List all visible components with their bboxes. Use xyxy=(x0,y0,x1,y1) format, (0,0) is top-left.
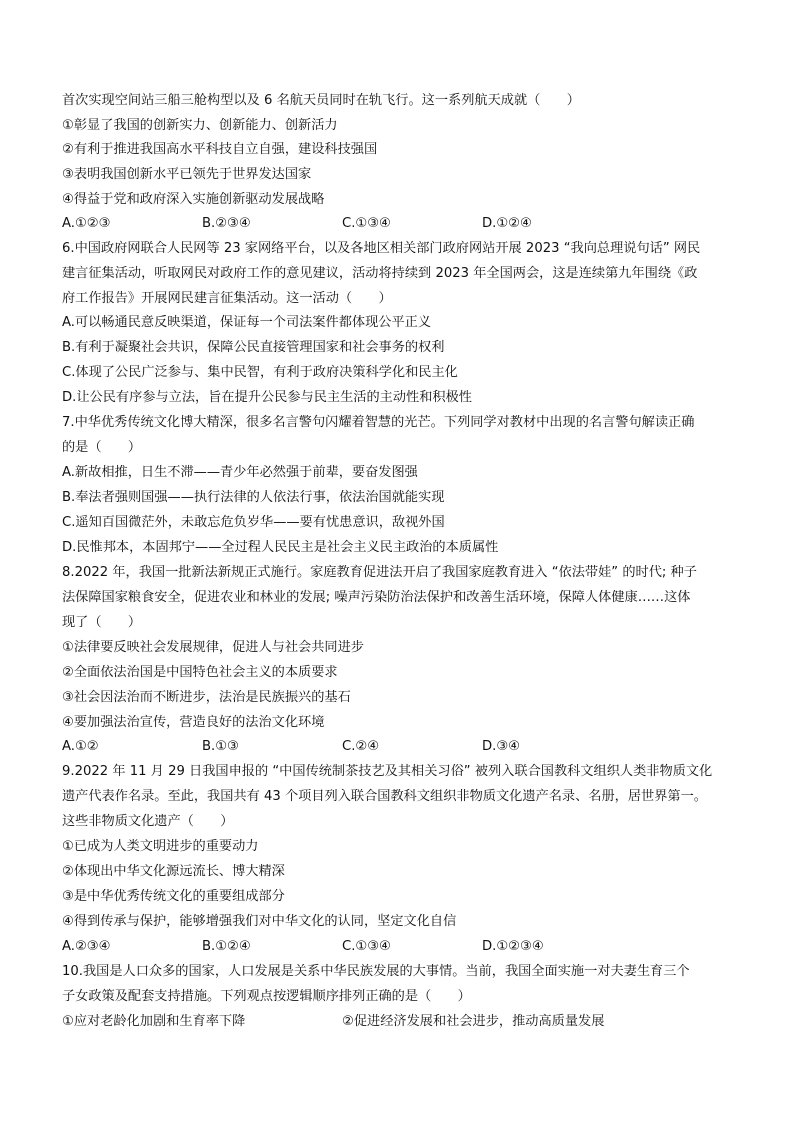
q5-statement-4: ④得益于党和政府深入实施创新驱动发展战略 xyxy=(62,192,325,207)
q8-stem-line-1: 8.2022 年，我国一批新法新规正式施行。家庭教育促进法开启了我国家庭教育进入 “依法带娃” 的时代; 种子 xyxy=(62,565,697,580)
q5-statement-3: ③表明我国创新水平已领先于世界发达国家 xyxy=(62,167,312,182)
q7-option-a: A.新故相推，日生不滞——青少年必然强于前辈，要奋发图强 xyxy=(62,465,418,480)
q6-option-c: C.体现了公民广泛参与、集中民智，有利于政府决策科学化和民主化 xyxy=(62,365,458,380)
q6-option-a: A.可以畅通民意反映渠道，保证每一个司法案件都体现公平正义 xyxy=(62,315,432,330)
q7-stem-line-2: 的是（ ） xyxy=(62,440,142,455)
q9-stem-line-2: 遗产代表作名录。至此，我国共有 43 个项目列入联合国教科文组织非物质文化遗产名录、名册，居世界第一。 xyxy=(62,789,707,804)
q5-option-b: B.②③④ xyxy=(202,216,251,231)
q8-stem-line-2: 法保障国家粮食安全，促进农业和林业的发展; 噪声污染防治法保护和改善生活环境，保障人体健康……这体 xyxy=(62,590,691,605)
q10-statement-1: ①应对老龄化加剧和生育率下降 xyxy=(62,1014,246,1029)
q8-statement-1: ①法律要反映社会发展规律，促进人与社会共同进步 xyxy=(62,640,364,655)
q6-option-d: D.让公民有序参与立法，旨在提升公民参与民主生活的主动性和积极性 xyxy=(62,390,472,405)
q8-option-a: A.①② xyxy=(62,739,99,754)
q7-option-d: D.民惟邦本，本固邦宁——全过程人民民主是社会主义民主政治的本质属性 xyxy=(62,540,499,555)
q5-statement-2: ②有利于推进我国高水平科技自立自强，建设科技强国 xyxy=(62,142,378,157)
q5-statement-1: ①彰显了我国的创新实力、创新能力、创新活力 xyxy=(62,118,338,133)
q10-statement-2: ②促进经济发展和社会进步，推动高质量发展 xyxy=(342,1014,605,1029)
q9-option-b: B.①②④ xyxy=(202,939,251,954)
q5-option-c: C.①③④ xyxy=(342,216,391,231)
q5-stem-tail: 首次实现空间站三船三舱构型以及 6 名航天员同时在轨飞行。这一系列航天成就（ ） xyxy=(62,93,580,108)
q10-stem-line-1: 10.我国是人口众多的国家，人口发展是关系中华民族发展的大事情。当前，我国全面实施一对夫妻生育三个 xyxy=(62,964,690,979)
q7-stem-line-1: 7.中华优秀传统文化博大精深，很多名言警句闪耀着智慧的光芒。下列同学对教材中出现的名言警句解读正确 xyxy=(62,415,695,430)
q9-statement-3: ③是中华优秀传统文化的重要组成部分 xyxy=(62,889,285,904)
q8-statement-2: ②全面依法治国是中国特色社会主义的本质要求 xyxy=(62,665,338,680)
q7-option-b: B.奉法者强则国强——执行法律的人依法行事，依法治国就能实现 xyxy=(62,490,445,505)
q6-stem-line-1: 6.中国政府网联合人民网等 23 家网络平台，以及各地区相关部门政府网站开展 2023 “我向总理说句话” 网民 xyxy=(62,241,701,256)
q5-option-a: A.①②③ xyxy=(62,216,111,231)
q6-stem-line-3: 府工作报告》开展网民建言征集活动。这一活动（ ） xyxy=(62,291,392,306)
q9-statement-2: ②体现出中华文化源远流长、博大精深 xyxy=(62,864,285,879)
q7-option-c: C.遥知百国微茫外，未敢忘危负岁华——要有忧患意识，敌视外国 xyxy=(62,515,445,530)
q6-option-b: B.有利于凝聚社会共识，保障公民直接管理国家和社会事务的权利 xyxy=(62,340,445,355)
q9-option-c: C.①③④ xyxy=(342,939,391,954)
q8-statement-4: ④要加强法治宣传，营造良好的法治文化环境 xyxy=(62,715,325,730)
q8-stem-line-3: 现了（ ） xyxy=(62,615,142,630)
q8-option-c: C.②④ xyxy=(342,739,380,754)
q9-option-d: D.①②③④ xyxy=(482,939,544,954)
q9-statement-4: ④得到传承与保护，能够增强我们对中华文化的认同，坚定文化自信 xyxy=(62,914,457,929)
q9-option-a: A.②③④ xyxy=(62,939,111,954)
q9-stem-line-1: 9.2022 年 11 月 29 日我国申报的 “中国传统制茶技艺及其相关习俗” 被列入联合国教科文组织人类非物质文化 xyxy=(62,764,713,779)
q8-option-d: D.③④ xyxy=(482,739,520,754)
q10-stem-line-2: 子女政策及配套支持措施。下列观点按逻辑顺序排列正确的是（ ） xyxy=(62,989,471,1004)
q9-stem-line-3: 这些非物质文化遗产（ ） xyxy=(62,814,234,829)
q9-statement-1: ①已成为人类文明进步的重要动力 xyxy=(62,839,259,854)
q8-statement-3: ③社会因法治而不断进步，法治是民族振兴的基石 xyxy=(62,690,351,705)
q5-option-d: D.①②④ xyxy=(482,216,532,231)
q6-stem-line-2: 建言征集活动，听取网民对政府工作的意见建议，活动将持续到 2023 年全国两会，这是连续第九年围绕《政 xyxy=(62,266,698,281)
q8-option-b: B.①③ xyxy=(202,739,239,754)
